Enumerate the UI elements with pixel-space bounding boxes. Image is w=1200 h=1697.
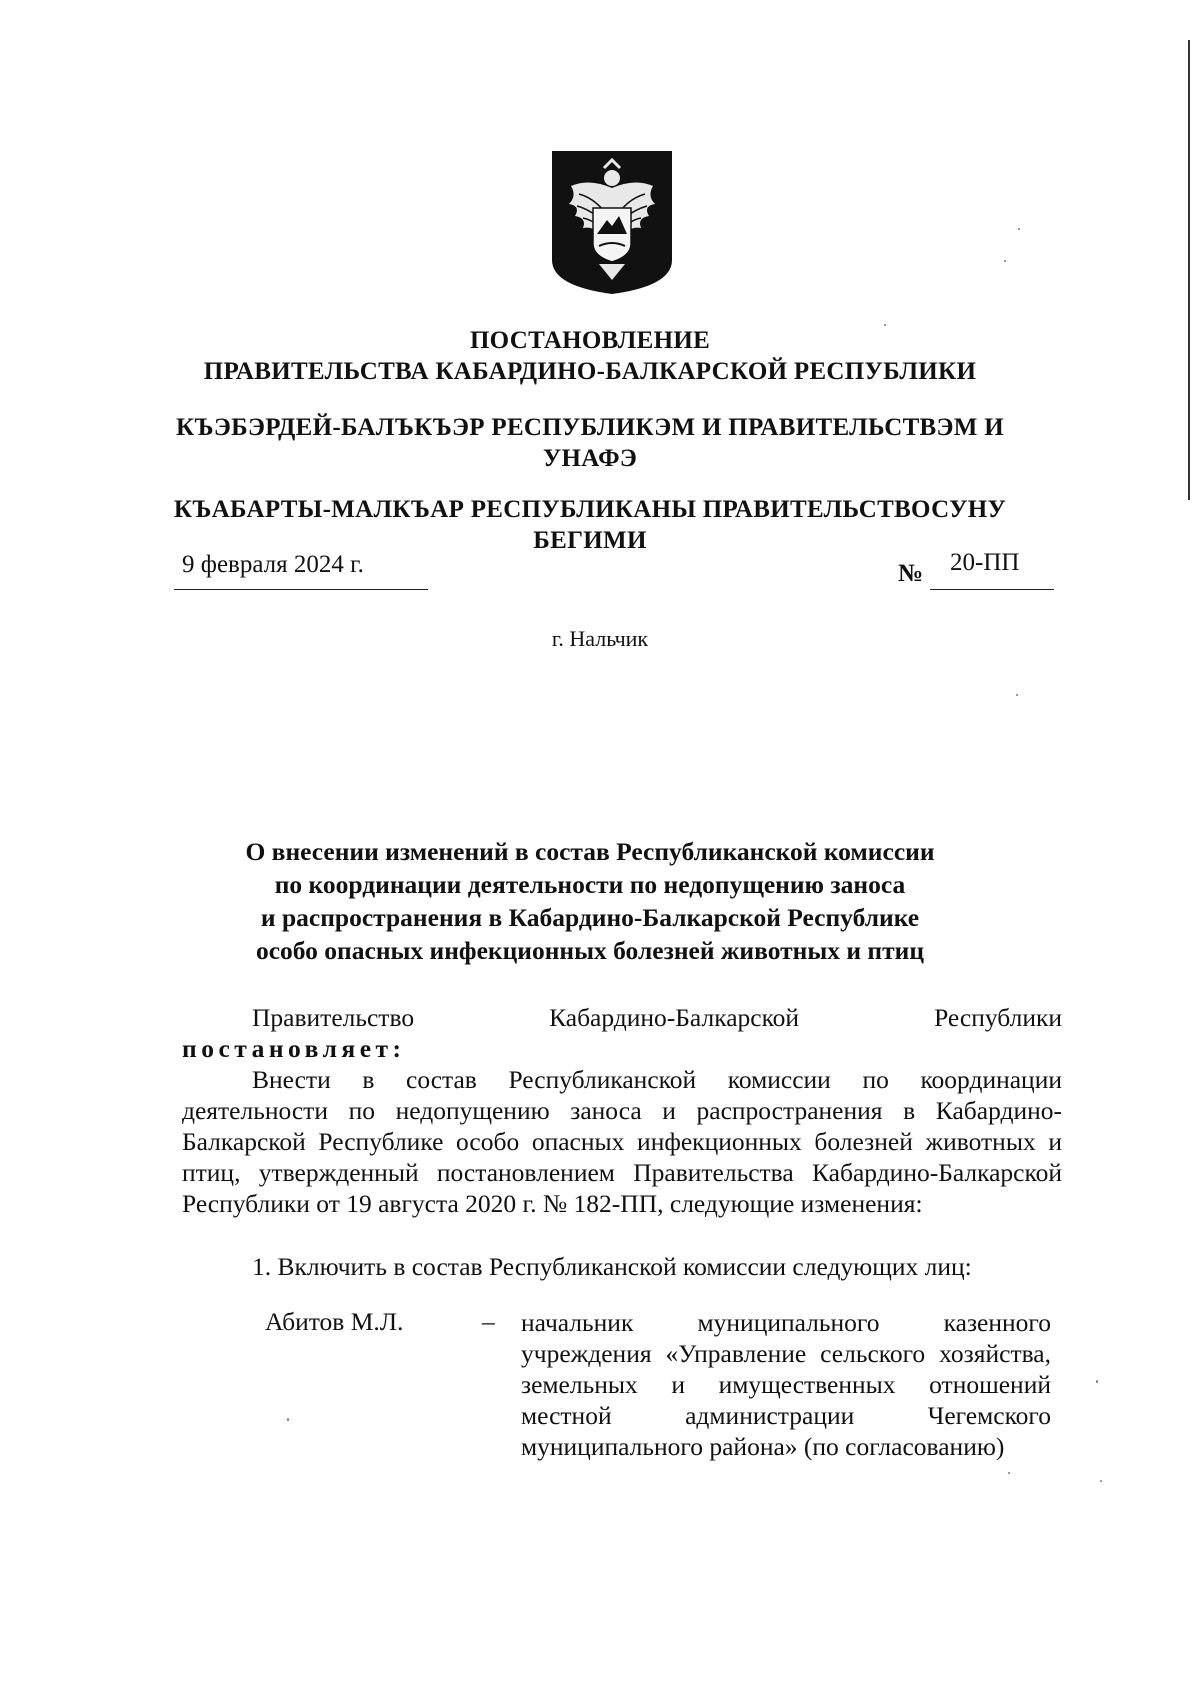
scan-speck (1100, 1480, 1102, 1482)
date-underline (174, 589, 428, 590)
document-number: 20-ПП (950, 549, 1020, 576)
header-block-balkar (150, 494, 1030, 556)
header-balkar-line1: КЪАБАРТЫ-МАЛКЪАР РЕСПУБЛИКАНЫ ПРАВИТЕЛЬСТВОСУНУ (173, 496, 1007, 523)
number-label: № (898, 560, 924, 587)
title-line: и распространения в Кабардино-Балкарской Республике (260, 903, 920, 932)
title-line: особо опасных инфекционных болезней животных и птиц (255, 936, 925, 965)
scan-speck (884, 324, 886, 326)
header-title: ПОСТАНОВЛЕНИЕ (469, 327, 711, 354)
member-name: Абитов М.Л. (265, 1307, 404, 1336)
list-item-1: 1. Включить в состав Республиканской комиссии следующих лиц: (252, 1252, 972, 1281)
scan-speck (1008, 1472, 1010, 1474)
title-line: О внесении изменений в состав Республиканской комиссии (245, 837, 935, 866)
document-date: 9 февраля 2024 г. (182, 551, 364, 578)
gov-word: Правительство (252, 1003, 415, 1032)
member-dash: – (482, 1307, 495, 1336)
scan-speck (287, 1418, 289, 1421)
document-title (150, 835, 1030, 967)
scan-speck (1018, 228, 1020, 230)
header-block-russian (150, 325, 1030, 387)
member-position: начальник муниципального казенного учреждения «Управление сельского хозяйства, земельных и имущественных отношений местной администрации Чегемского муниципального района» (по согласованию) (521, 1308, 1051, 1461)
gov-word: Республики (934, 1003, 1063, 1032)
scan-margin-line (1188, 40, 1190, 500)
header-government: ПРАВИТЕЛЬСТВА КАБАРДИНО-БАЛКАРСКОЙ РЕСПУБЛИКИ (203, 358, 977, 385)
government-line (182, 1002, 1062, 1033)
gov-word: Кабардино-Балкарской (549, 1003, 800, 1032)
coat-of-arms-icon (549, 148, 675, 296)
header-block-kabardian (150, 412, 1030, 474)
number-underline (930, 589, 1054, 590)
scan-speck (1016, 694, 1018, 696)
main-paragraph: Внести в состав Республиканской комиссии по координации деятельности по недопущению заноса и распространения в Кабардино-Балкарской Республике особо опасных инфекционных болезней животных и птиц, утвержденный постановлением Правительства Кабардино-Балкарской Республики от 19 августа 2020 г. № 182-ПП, следующие изменения: (182, 1065, 1062, 1218)
scan-speck (1004, 260, 1006, 262)
header-kabardian-line2: УНАФЭ (542, 445, 638, 472)
document-city: г. Нальчик (551, 626, 649, 651)
decree-word: постановляет: (182, 1034, 406, 1063)
scan-speck (1096, 1380, 1098, 1383)
header-balkar-line2: БЕГИМИ (533, 527, 647, 554)
title-line: по координации деятельности по недопущению заноса (274, 870, 906, 899)
header-kabardian-line1: КЪЭБЭРДЕЙ-БАЛЪКЪЭР РЕСПУБЛИКЭМ И ПРАВИТЕЛЬСТВЭМ И (176, 414, 1004, 441)
